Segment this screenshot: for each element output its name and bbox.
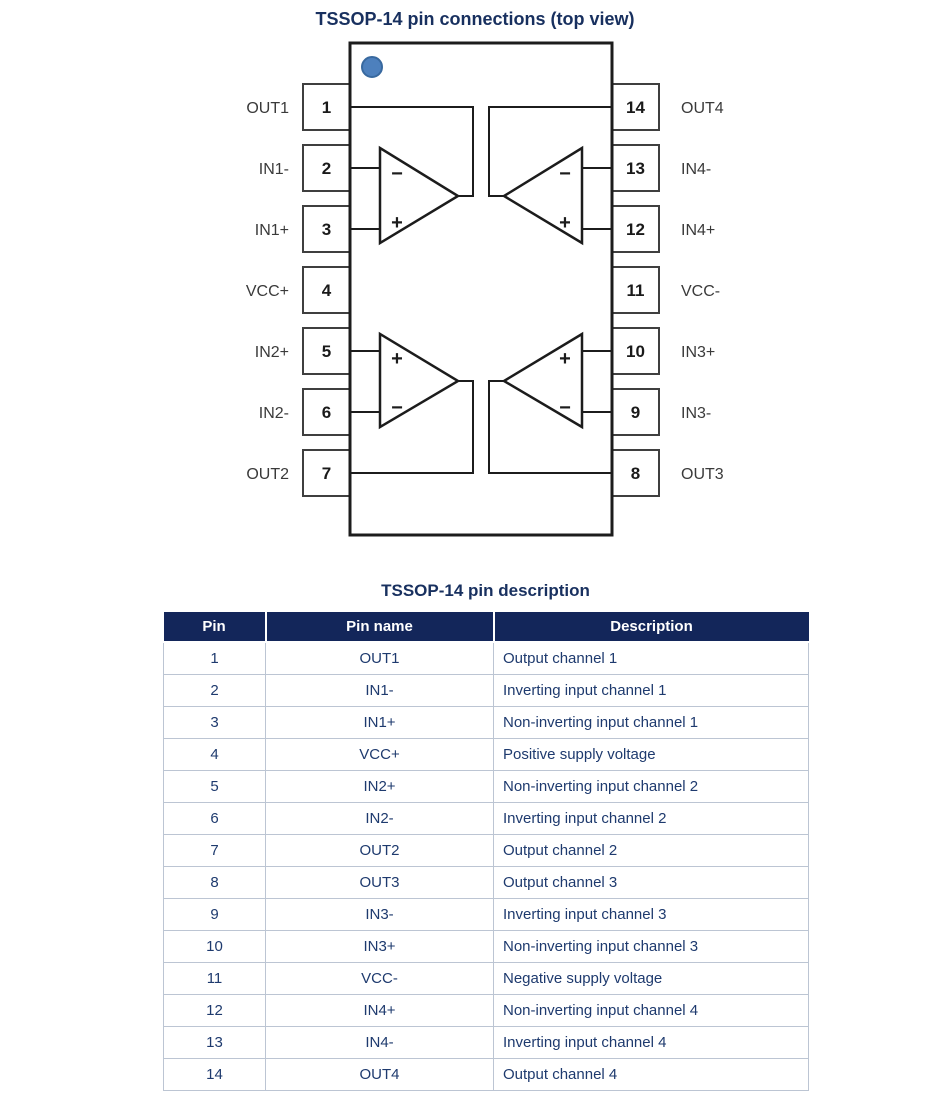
pin-7: [246, 450, 350, 496]
pin-name-cell: VCC-: [266, 963, 494, 995]
pins-layer: [246, 84, 724, 496]
description-cell: Non-inverting input channel 1: [494, 707, 809, 739]
pin-cell: 1: [164, 642, 266, 675]
opamp2-bottom-sign: −: [391, 397, 403, 419]
description-cell: Output channel 3: [494, 867, 809, 899]
description-cell: Inverting input channel 1: [494, 675, 809, 707]
pin-number-3: 3: [321, 220, 332, 239]
pin-name-cell: IN1-: [266, 675, 494, 707]
pin-label-IN2-: IN2-: [258, 405, 289, 422]
description-cell: Positive supply voltage: [494, 739, 809, 771]
diagram-title: TSSOP-14 pin connections (top view): [315, 9, 635, 29]
pin-label-OUT1: OUT1: [246, 100, 289, 117]
pin-name-cell: OUT2: [266, 835, 494, 867]
table-row: [164, 899, 809, 931]
table-row: [164, 963, 809, 995]
table-row: [164, 931, 809, 963]
pin-cell: 8: [164, 867, 266, 899]
table-row: [164, 642, 809, 675]
pin-name-cell: IN4-: [266, 1027, 494, 1059]
pin-13: [612, 145, 711, 191]
table-title: TSSOP-14 pin description: [381, 581, 590, 600]
pin1-marker-icon: [362, 57, 382, 77]
pin-label-OUT2: OUT2: [246, 466, 289, 483]
description-cell: Non-inverting input channel 3: [494, 931, 809, 963]
pin-number-14: 14: [626, 98, 645, 117]
opamp1-top-sign: −: [391, 163, 403, 185]
pin-number-9: 9: [630, 403, 641, 422]
column-header-description: Description: [494, 612, 809, 642]
table-header-row: [164, 612, 809, 642]
pin-label-IN3-: IN3-: [681, 405, 712, 422]
pin-label-VCC+: VCC+: [245, 283, 289, 300]
pin-12: [612, 206, 715, 252]
pin-name-cell: IN2+: [266, 771, 494, 803]
pin-name-cell: IN4+: [266, 995, 494, 1027]
table-row: [164, 739, 809, 771]
pin-name-cell: OUT4: [266, 1059, 494, 1091]
opamp-channel-4: [489, 107, 612, 243]
pin-cell: 11: [164, 963, 266, 995]
pin-number-2: 2: [321, 159, 332, 178]
pin-number-11: 11: [626, 281, 645, 300]
pin-name-cell: IN1+: [266, 707, 494, 739]
pin-label-IN4+: IN4+: [681, 222, 716, 239]
opamp3-bottom-sign: −: [559, 397, 571, 419]
pin-number-10: 10: [626, 342, 645, 361]
description-cell: Inverting input channel 4: [494, 1027, 809, 1059]
description-cell: Non-inverting input channel 4: [494, 995, 809, 1027]
table-row: [164, 995, 809, 1027]
pin-name-cell: VCC+: [266, 739, 494, 771]
description-cell: Output channel 4: [494, 1059, 809, 1091]
pin-number-4: 4: [321, 281, 332, 300]
table-row: [164, 835, 809, 867]
opamp1-bottom-sign: +: [391, 212, 403, 234]
pin-label-VCC-: VCC-: [681, 283, 721, 300]
pin-number-8: 8: [630, 464, 641, 483]
pin-number-7: 7: [321, 464, 332, 483]
opamp4-bottom-sign: +: [559, 212, 571, 234]
pin-description-table: [163, 612, 809, 1091]
pin-1: [246, 84, 350, 130]
opamp3-top-sign: +: [559, 348, 571, 370]
pin-label-IN2+: IN2+: [254, 344, 289, 361]
pin-cell: 9: [164, 899, 266, 931]
pin-cell: 2: [164, 675, 266, 707]
description-cell: Inverting input channel 2: [494, 803, 809, 835]
pin-label-IN4-: IN4-: [681, 161, 712, 178]
pin-8: [612, 450, 724, 496]
pin-cell: 13: [164, 1027, 266, 1059]
pin-name-cell: IN2-: [266, 803, 494, 835]
pin-9: [612, 389, 711, 435]
table-row: [164, 771, 809, 803]
pin-2: [259, 145, 350, 191]
pin-number-5: 5: [321, 342, 332, 361]
pin-label-IN3+: IN3+: [681, 344, 716, 361]
description-cell: Non-inverting input channel 2: [494, 771, 809, 803]
description-cell: Inverting input channel 3: [494, 899, 809, 931]
pin-label-OUT3: OUT3: [681, 466, 724, 483]
pin-number-6: 6: [321, 403, 332, 422]
table-row: [164, 707, 809, 739]
pin-cell: 14: [164, 1059, 266, 1091]
table-row: [164, 675, 809, 707]
pin-name-cell: OUT1: [266, 642, 494, 675]
opamp-channel-1: [350, 107, 473, 243]
pin-number-1: 1: [321, 98, 332, 117]
column-header-pin: Pin: [164, 612, 266, 642]
pin-cell: 6: [164, 803, 266, 835]
pin-cell: 4: [164, 739, 266, 771]
pin-name-cell: IN3+: [266, 931, 494, 963]
description-cell: Output channel 1: [494, 642, 809, 675]
pin-name-cell: IN3-: [266, 899, 494, 931]
pin-label-OUT4: OUT4: [681, 100, 724, 117]
pin-cell: 12: [164, 995, 266, 1027]
pin-6: [259, 389, 350, 435]
pin-3: [255, 206, 350, 252]
description-cell: Output channel 2: [494, 835, 809, 867]
pin-cell: 3: [164, 707, 266, 739]
pin-name-cell: OUT3: [266, 867, 494, 899]
pin-11: [612, 267, 720, 313]
column-header-pin-name: Pin name: [266, 612, 494, 642]
table-row: [164, 867, 809, 899]
pin-cell: 5: [164, 771, 266, 803]
opamp4-top-sign: −: [559, 163, 571, 185]
pin-label-IN1+: IN1+: [254, 222, 289, 239]
pin-10: [612, 328, 715, 374]
pin-5: [255, 328, 350, 374]
opamp-channel-2: [350, 334, 473, 473]
table-row: [164, 1027, 809, 1059]
pin-4: [246, 267, 350, 313]
ic-body: [350, 43, 612, 535]
pin-14: [612, 84, 724, 130]
pin-cell: 10: [164, 931, 266, 963]
table-row: [164, 1059, 809, 1091]
opamp2-top-sign: +: [391, 348, 403, 370]
pin-cell: 7: [164, 835, 266, 867]
opamp-channel-3: [489, 334, 612, 473]
table-row: [164, 803, 809, 835]
pin-number-13: 13: [626, 159, 645, 178]
pin-label-IN1-: IN1-: [258, 161, 289, 178]
description-cell: Negative supply voltage: [494, 963, 809, 995]
pin-number-12: 12: [626, 220, 645, 239]
